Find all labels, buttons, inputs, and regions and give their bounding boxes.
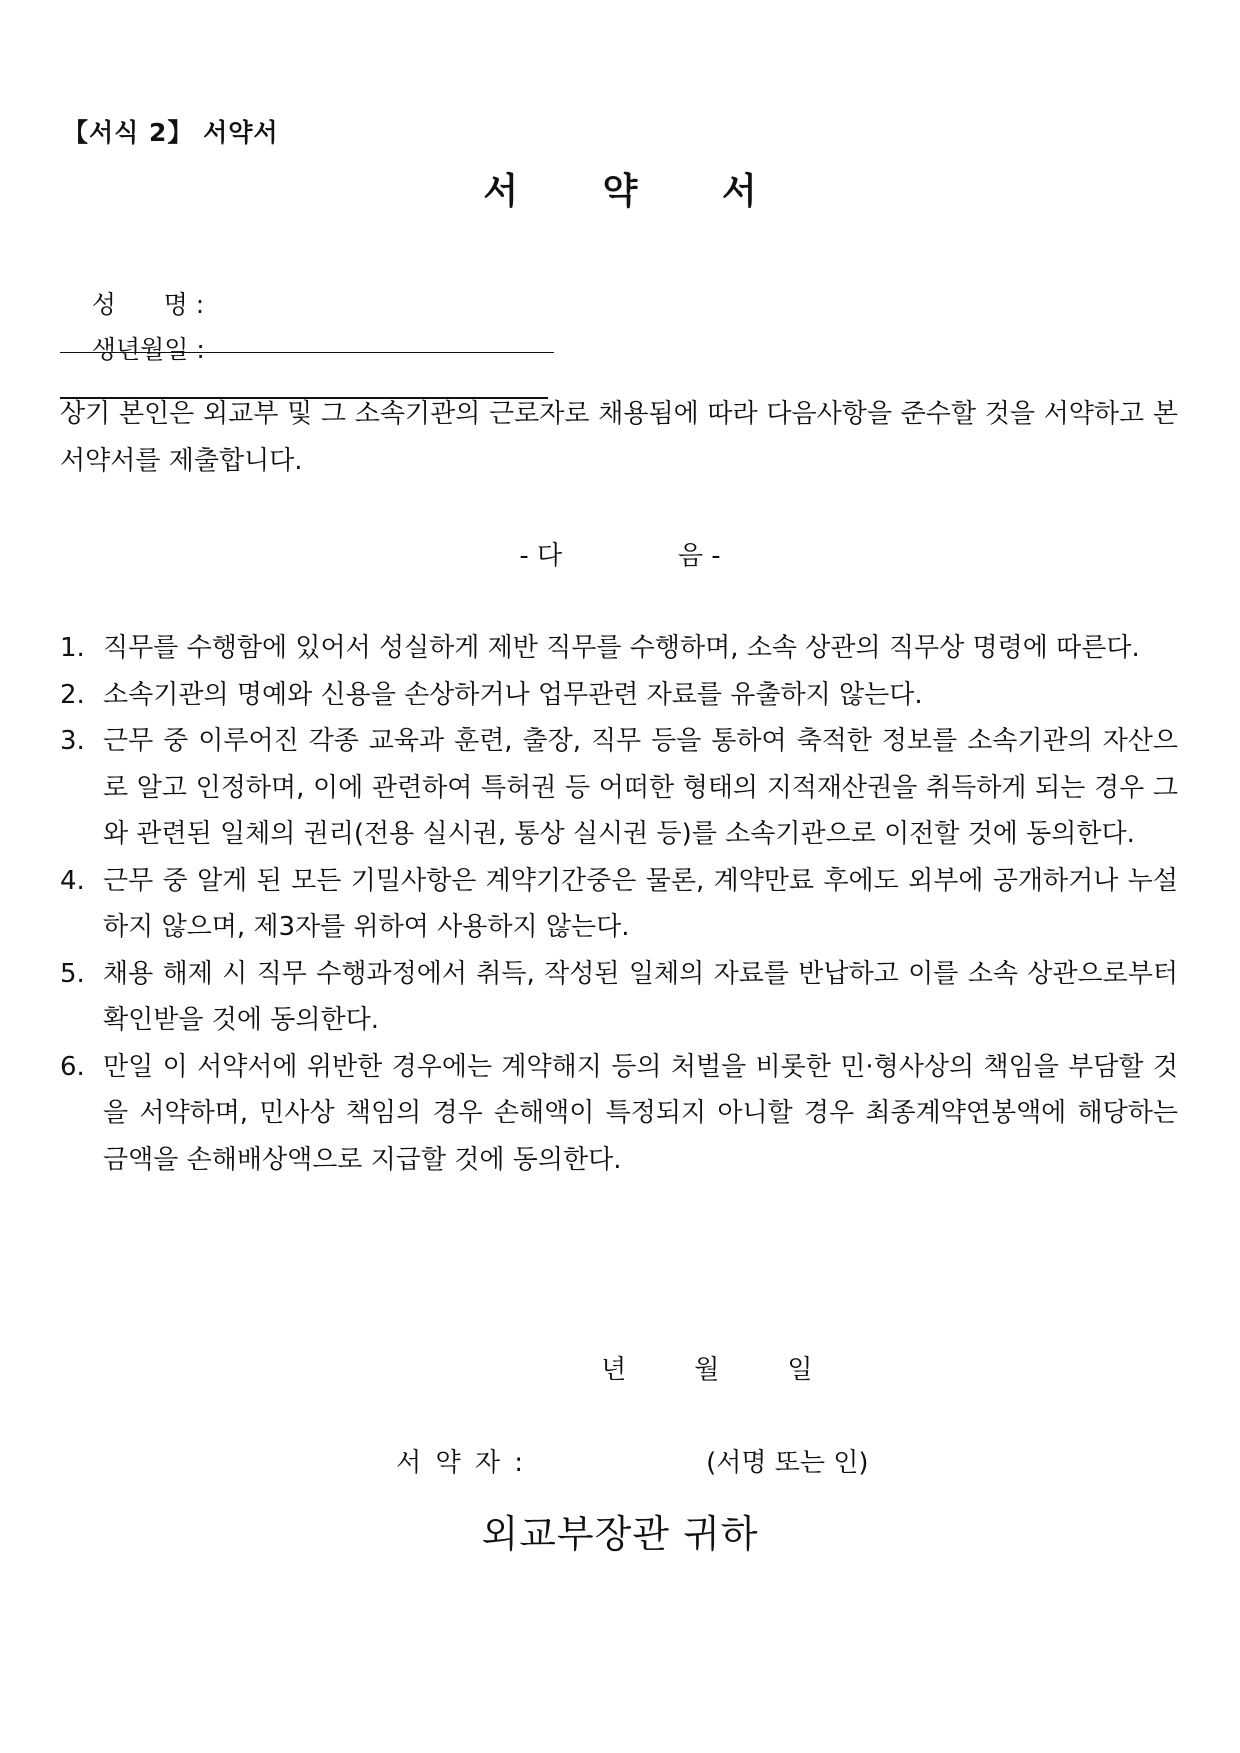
year-label: 년 [601, 1355, 627, 1385]
date-line[interactable] [568, 1319, 812, 1416]
day-label: 일 [787, 1355, 813, 1385]
clause-item [60, 1044, 1178, 1184]
clause-text: 채용 해제 시 직무 수행과정에서 취득, 작성된 일체의 자료를 반납하고 이를 소속 상관으로부터 확인받을 것에 동의한다. [103, 958, 1178, 1035]
month-label: 월 [694, 1355, 720, 1385]
document-title: 서 약 서 [483, 171, 793, 212]
intro-paragraph: 상기 본인은 외교부 및 그 소속기관의 근로자로 채용됨에 따라 다음사항을 준수할 것을 서약하고 본 서약서를 제출합니다. [60, 399, 1178, 476]
clause-number: 5. [60, 958, 85, 989]
signer-line[interactable] [363, 1412, 868, 1509]
clause-item [60, 672, 1178, 719]
clause-number: 4. [60, 865, 85, 896]
clause-item [60, 718, 1178, 858]
signature-note: (서명 또는 인) [706, 1448, 869, 1478]
clause-item [60, 951, 1178, 1044]
clause-number: 6. [60, 1051, 85, 1082]
clause-number: 2. [60, 679, 85, 710]
name-field-label: 성 명 : [91, 290, 205, 319]
signer-label: 서 약 자 : [396, 1448, 526, 1478]
clause-text: 근무 중 이루어진 각종 교육과 훈련, 출장, 직무 등을 통하여 축적한 정보를 소속기관의 자산으로 알고 인정하며, 이에 관련하여 특허권 등 어떠한 형태의 지적재산권을 취득하게 되는 경우 그와 관련된 일체의 권리(전용 실시권, 통상 실시권 등)를 소속기관으로 이전할 것에 동의한다. [103, 726, 1178, 849]
clause-text: 만일 이 서약서에 위반한 경우에는 계약해지 등의 처벌을 비롯한 민·형사상의 책임을 부담할 것을 서약하며, 민사상 책임의 경우 손해액이 특정되지 아니할 경우 최종계약연봉액에 해당하는 금액을 손해배상액으로 지급할 것에 동의한다. [103, 1051, 1178, 1175]
clause-text: 소속기관의 명예와 신용을 손상하거나 업무관련 자료를 유출하지 않는다. [103, 679, 923, 710]
addressee: 외교부장관 귀하 [481, 1512, 759, 1556]
clause-text: 직무를 수행함에 있어서 성실하게 제반 직무를 수행하며, 소속 상관의 직무상 명령에 따른다. [103, 633, 1140, 663]
clause-number: 1. [60, 633, 85, 663]
clause-text: 근무 중 알게 된 모든 기밀사항은 계약기간중은 물론, 계약만료 후에도 외부에 공개하거나 누설하지 않으며, 제3자를 위하여 사용하지 않는다. [103, 865, 1178, 942]
terms-heading: - 다 음 - [519, 541, 721, 571]
clause-number: 3. [60, 726, 85, 756]
clause-item [60, 625, 1178, 672]
form-number-label: 【서식 2】 서약서 [63, 118, 279, 147]
birthdate-field[interactable] [60, 301, 548, 399]
clause-item [60, 858, 1178, 951]
clause-list [60, 625, 1178, 1183]
birthdate-field-label: 생년월일 : [91, 335, 205, 364]
